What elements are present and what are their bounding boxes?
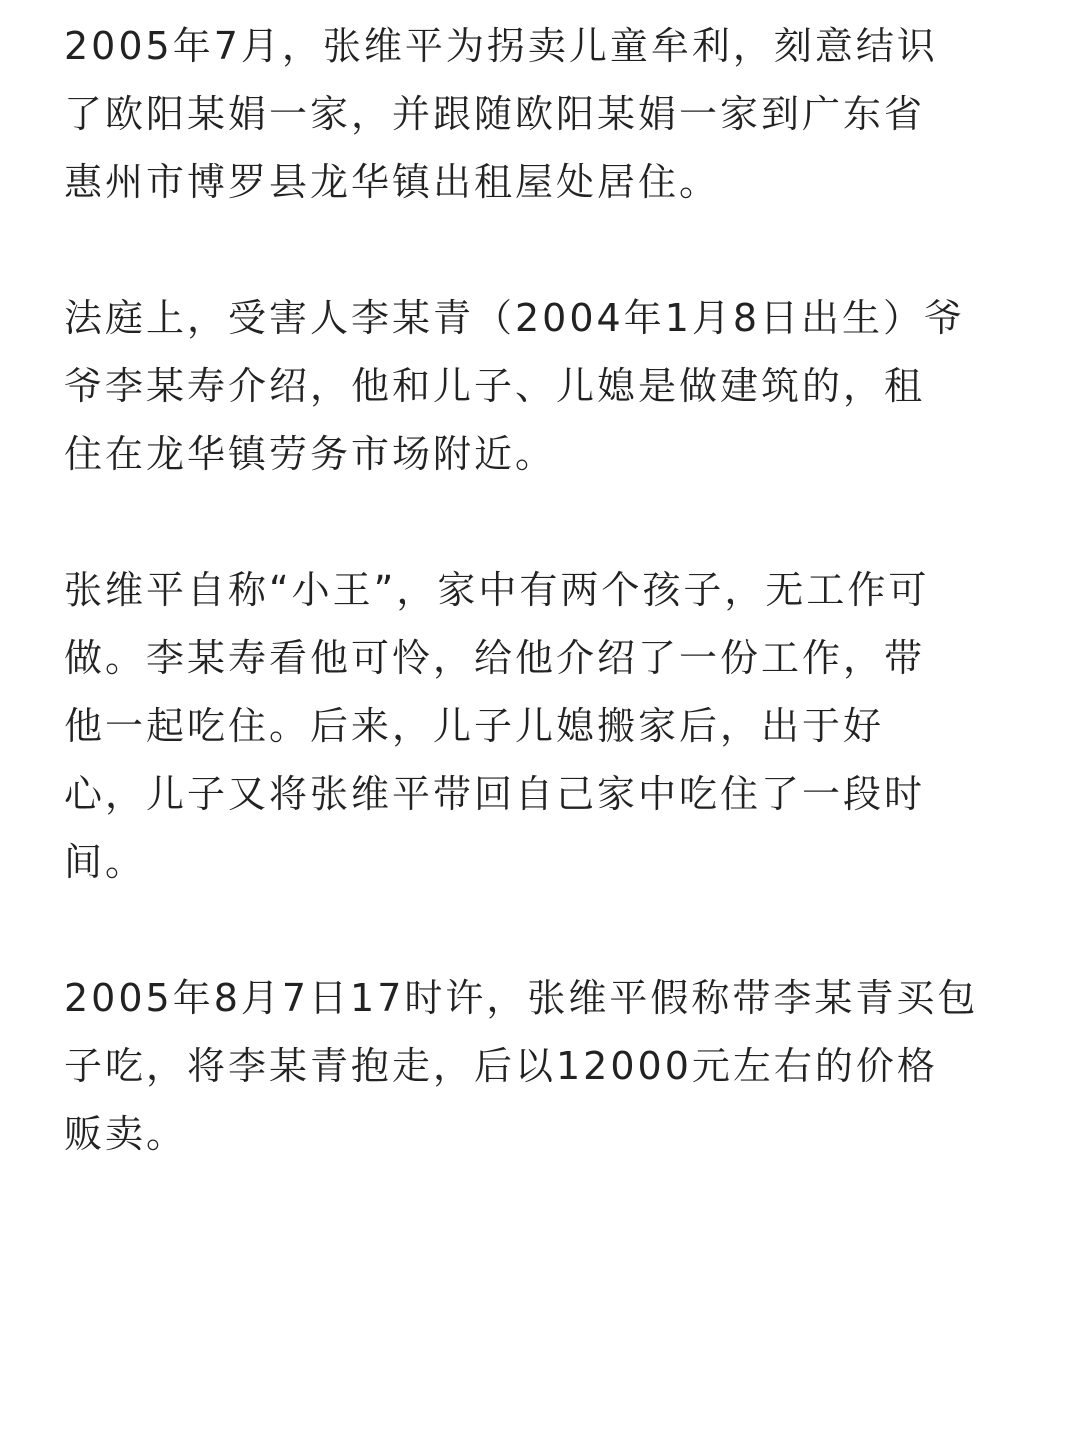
text-line: 了欧阳某娟一家，并跟随欧阳某娟一家到广东省 [64, 92, 926, 136]
paragraph-3 [64, 556, 1024, 896]
text-line: 心，儿子又将张维平带回自己家中吃住了一段时 [64, 772, 926, 816]
text-line: 他一起吃住。后来，儿子儿媳搬家后，出于好 [64, 704, 885, 748]
text-line: 子吃，将李某青抱走，后以12000元左右的价格 [64, 1044, 938, 1088]
text-line: 贩卖。 [64, 1112, 188, 1156]
text-line: 2005年7月，张维平为拐卖儿童牟利，刻意结识 [64, 24, 938, 68]
text-line: 间。 [64, 840, 147, 884]
text-line: 2005年8月7日17时许，张维平假称带李某青买包 [64, 976, 979, 1020]
text-line: 住在龙华镇劳务市场附近。 [64, 432, 557, 476]
article-body [64, 12, 1024, 1168]
text-line: 张维平自称“小王”，家中有两个孩子，无工作可 [64, 568, 930, 612]
text-line: 法庭上，受害人李某青（2004年1月8日出生）爷 [64, 296, 966, 340]
paragraph-4 [64, 964, 1024, 1168]
text-line: 惠州市博罗县龙华镇出租屋处居住。 [64, 160, 721, 204]
text-line: 爷李某寿介绍，他和儿子、儿媳是做建筑的，租 [64, 364, 926, 408]
paragraph-1 [64, 12, 1024, 216]
paragraph-2 [64, 284, 1024, 488]
text-line: 做。李某寿看他可怜，给他介绍了一份工作，带 [64, 636, 926, 680]
